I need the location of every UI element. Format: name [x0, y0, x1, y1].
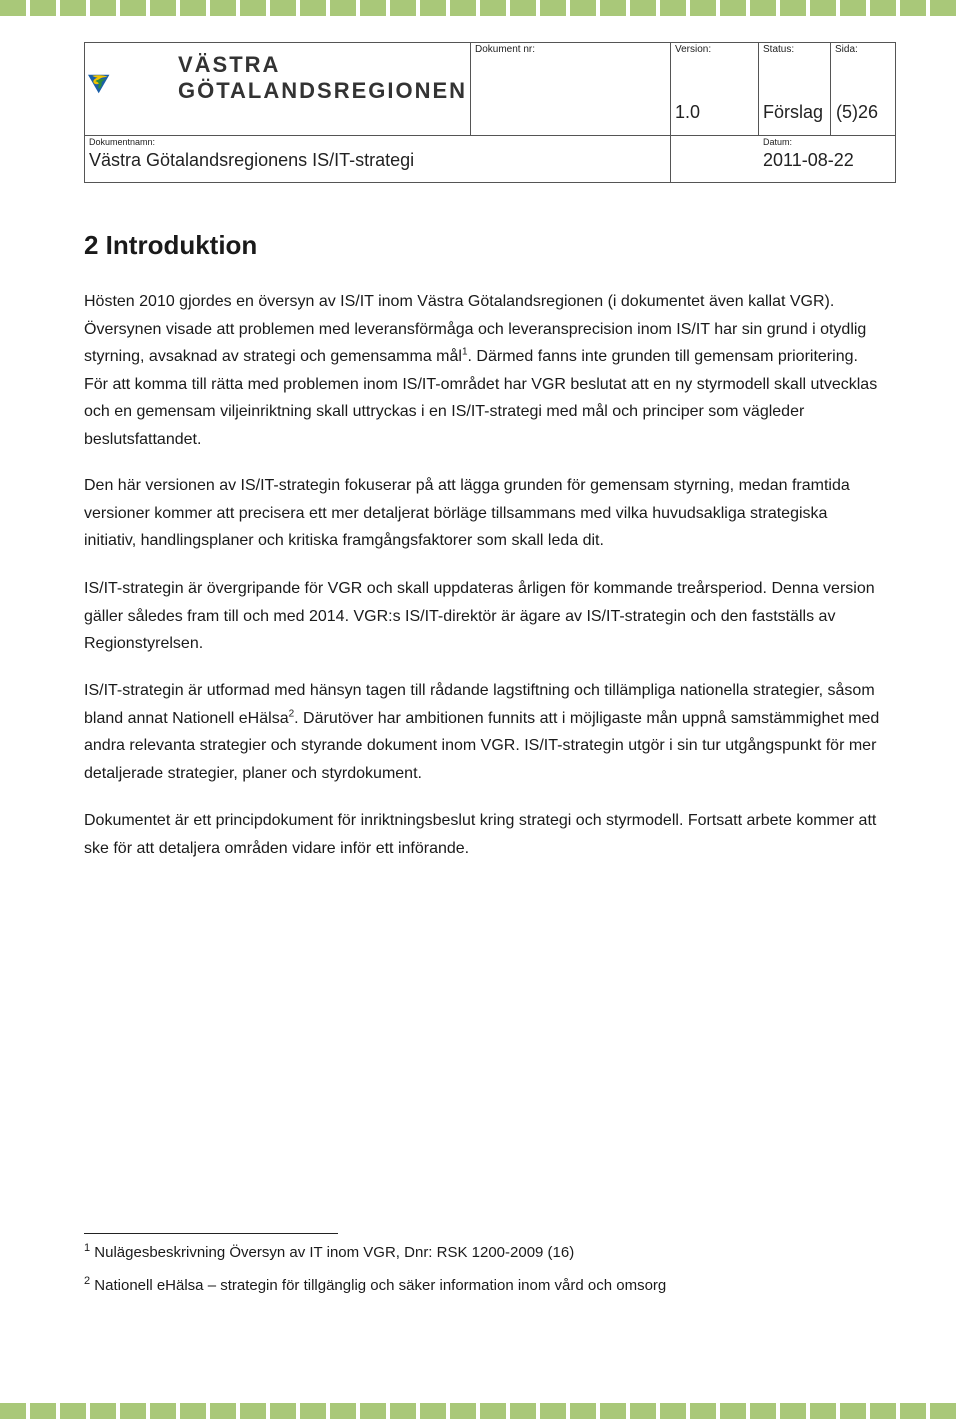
paragraph-5: Dokumentet är ett principdokument för inriktningsbeslut kring strategi och styrmodell. Fortsatt arbete kommer att ske för att detaljera områden vidare inför ett införande.	[84, 812, 877, 857]
paragraph-4	[84, 677, 884, 787]
footnote-separator	[84, 1233, 338, 1234]
paragraph-2: Den här versionen av IS/IT-strategin fokuserar på att lägga grunden för gemensam styrning, medan framtida versioner kommer att precisera ett mer detaljerat börläge tillsammans med vilka huvudsakliga strategiska initiativ, handlingsplaner och kritiska framgångsfaktorer som skall leda dit.	[84, 477, 850, 549]
footnote-1-text: Nulägesbeskrivning Översyn av IT inom VGR, Dnr: RSK 1200-2009 (16)	[94, 1244, 575, 1261]
paragraph-4-part-b: . Därutöver har ambitionen funnits att i möjligaste mån uppnå samstämmighet med andra relevanta strategier och styrande dokument inom VGR. IS/IT-strategin utgör i sin tur utgångspunkt för mer detaljerade strategier, planer och styrdokument.	[84, 709, 880, 782]
status-label: Status:	[763, 44, 795, 55]
top-decorative-stripe	[0, 0, 960, 16]
status-value: Förslag	[763, 102, 824, 122]
footnote-ref-2: 2	[288, 708, 295, 720]
version-label: Version:	[675, 44, 712, 55]
datum-value: 2011-08-22	[763, 150, 854, 170]
bottom-decorative-stripe	[0, 1403, 960, 1419]
datum-label: Datum:	[763, 137, 793, 147]
paragraph-1-part-b: . Därmed fanns inte grunden till gemensam prioritering. För att komma till rätta med problemen inom IS/IT-området har VGR beslutat att en ny styrmodell skall utvecklas och en gemensam viljeinriktning skall uttryckas i en IS/IT-strategi med mål och principer som vägleder beslutsfattandet.	[84, 348, 878, 448]
logo-text-line1: VÄSTRA	[178, 52, 281, 77]
dokumentnamn-value: Västra Götalandsregionens IS/IT-strategi	[89, 150, 415, 170]
footnote-1	[84, 1244, 574, 1261]
version-value: 1.0	[675, 102, 701, 122]
footnote-ref-1: 1	[461, 346, 468, 358]
paragraph-1	[84, 288, 884, 453]
sida-label: Sida:	[835, 44, 858, 55]
section-heading: 2 Introduktion	[84, 230, 258, 260]
paragraph-4-part-a: IS/IT-strategin är utformad med hänsyn tagen till rådande lagstiftning och tillämpliga nationella strategier, såsom bland annat Nationell eHälsa	[84, 682, 875, 727]
sida-value: (5)26	[836, 102, 879, 122]
footnote-2	[84, 1277, 666, 1294]
dokumentnamn-label: Dokumentnamn:	[89, 137, 156, 147]
logo-text-line2: GÖTALANDSREGIONEN	[178, 78, 468, 103]
footnote-1-number: 1	[84, 1242, 91, 1254]
footnote-2-text: Nationell eHälsa – strategin för tillgänglig och säker information inom vård och omsorg	[94, 1277, 667, 1294]
footnote-2-number: 2	[84, 1275, 91, 1287]
dokument-nr-label: Dokument nr:	[475, 44, 536, 55]
paragraph-3: IS/IT-strategin är övergripande för VGR och skall uppdateras årligen för kommande treårsperiod. Denna version gäller således fram till och med 2014. VGR:s IS/IT-direktör är ägare av IS/IT-strategin och den fastställs av Regionstyrelsen.	[84, 580, 875, 652]
paragraph-1-part-a: Hösten 2010 gjordes en översyn av IS/IT inom Västra Götalandsregionen (i dokumentet även kallat VGR). Översynen visade att problemen med leveransförmåga och leveransprecision inom IS/IT har sin grund i otydlig styrning, avsaknad av strategi och gemensamma mål	[84, 293, 867, 365]
